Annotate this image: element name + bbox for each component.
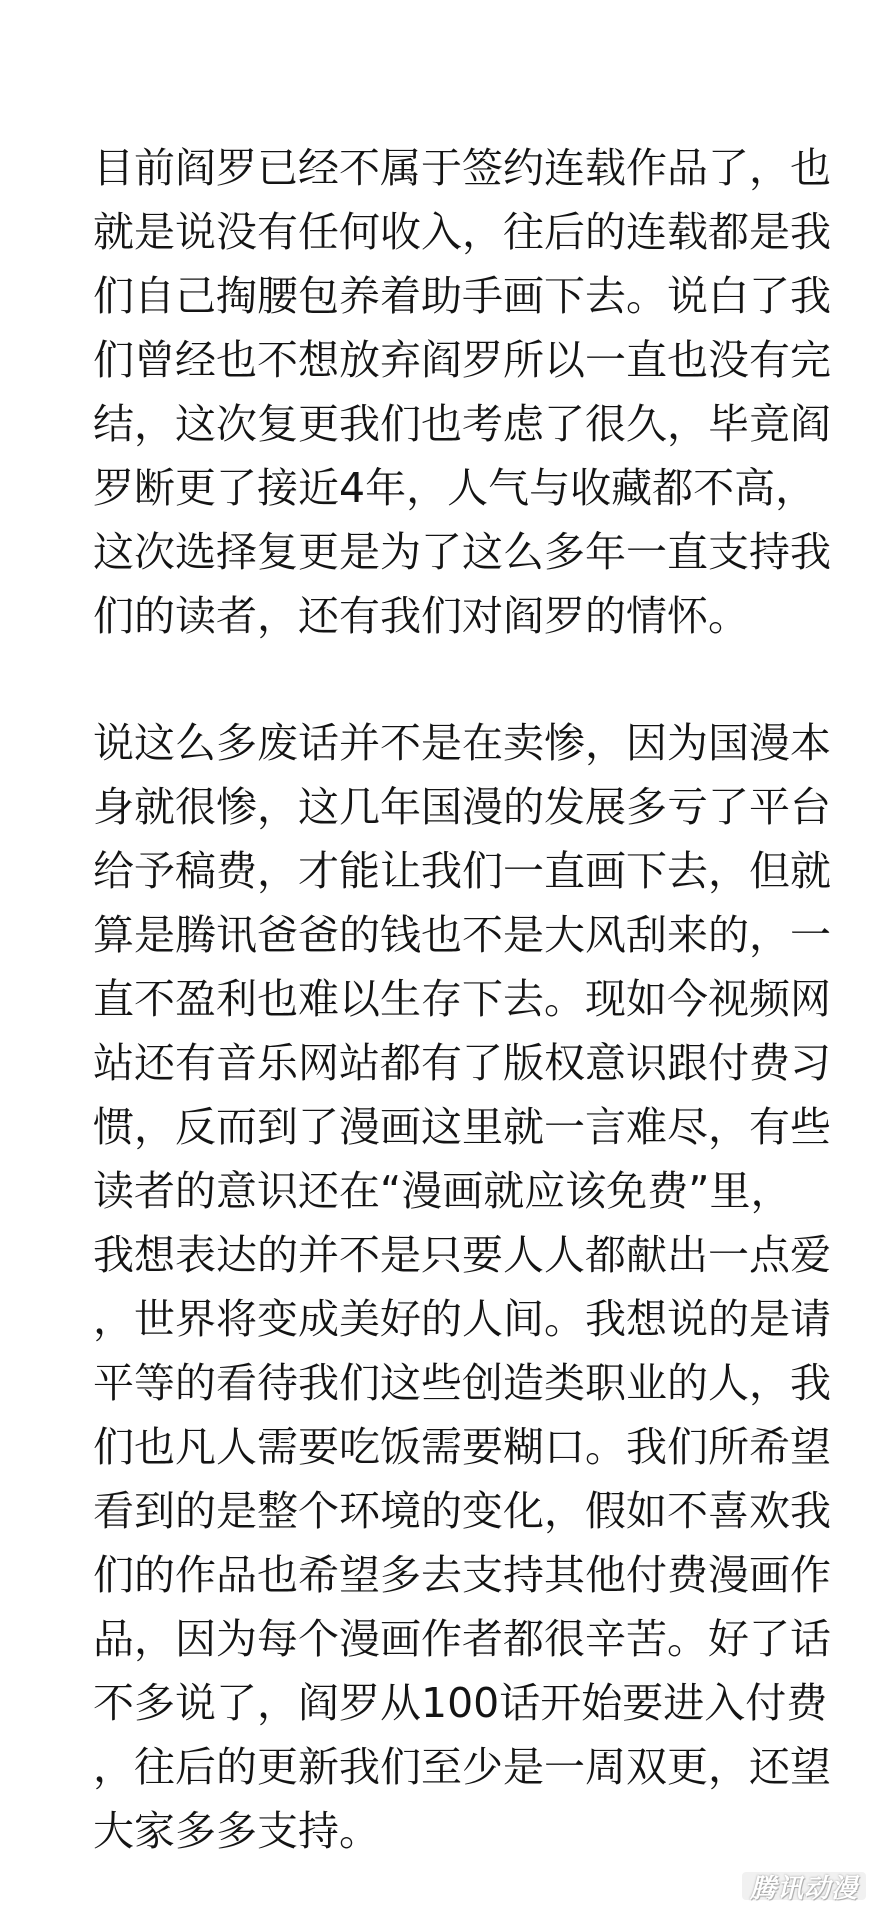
text-line: 目前阎罗已经不属于签约连载作品了，也	[93, 144, 831, 192]
text-line: 惯，反而到了漫画这里就一言难尽，有些	[93, 1103, 831, 1151]
text-line: 我想表达的并不是只要人人都献出一点爱	[93, 1231, 831, 1279]
text-line: 罗断更了接近4年，人气与收藏都不高，	[93, 464, 817, 512]
text-line: 大家多多支持。	[93, 1807, 380, 1855]
text-line: 们自己掏腰包养着助手画下去。说白了我	[93, 272, 831, 320]
text-line: 直不盈利也难以生存下去。现如今视频网	[93, 975, 831, 1023]
text-line: 们也凡人需要吃饭需要糊口。我们所希望	[93, 1423, 831, 1471]
text-line: 说这么多废话并不是在卖惨，因为国漫本	[93, 719, 831, 767]
watermark-logo	[740, 1867, 868, 1905]
text-line: 读者的意识还在“漫画就应该免费”里，	[93, 1167, 792, 1215]
watermark-text: 腾讯动漫	[749, 1873, 858, 1904]
text-line: 们的作品也希望多去支持其他付费漫画作	[93, 1551, 831, 1599]
text-line: 看到的是整个环境的变化，假如不喜欢我	[93, 1487, 831, 1535]
text-line: 平等的看待我们这些创造类职业的人，我	[93, 1359, 831, 1407]
paragraph-1	[93, 136, 831, 648]
text-line: 给予稿费，才能让我们一直画下去，但就	[93, 847, 831, 895]
text-line: ，往后的更新我们至少是一周双更，还望	[93, 1743, 831, 1791]
text-line: 们的读者，还有我们对阎罗的情怀。	[93, 592, 749, 640]
text-line: 这次选择复更是为了这么多年一直支持我	[93, 528, 831, 576]
text-line: 结，这次复更我们也考虑了很久，毕竟阎	[93, 400, 831, 448]
text-line: 就是说没有任何收入，往后的连载都是我	[93, 208, 831, 256]
text-line: 们曾经也不想放弃阎罗所以一直也没有完	[93, 336, 831, 384]
text-line: 不多说了，阎罗从100话开始要进入付费	[93, 1679, 828, 1727]
text-line: 品，因为每个漫画作者都很辛苦。好了话	[93, 1615, 831, 1663]
paragraph-2	[93, 711, 831, 1863]
text-line: 站还有音乐网站都有了版权意识跟付费习	[93, 1039, 831, 1087]
text-line: 身就很惨，这几年国漫的发展多亏了平台	[93, 783, 831, 831]
text-line: 算是腾讯爸爸的钱也不是大风刮来的，一	[93, 911, 831, 959]
text-line: ，世界将变成美好的人间。我想说的是请	[93, 1295, 831, 1343]
